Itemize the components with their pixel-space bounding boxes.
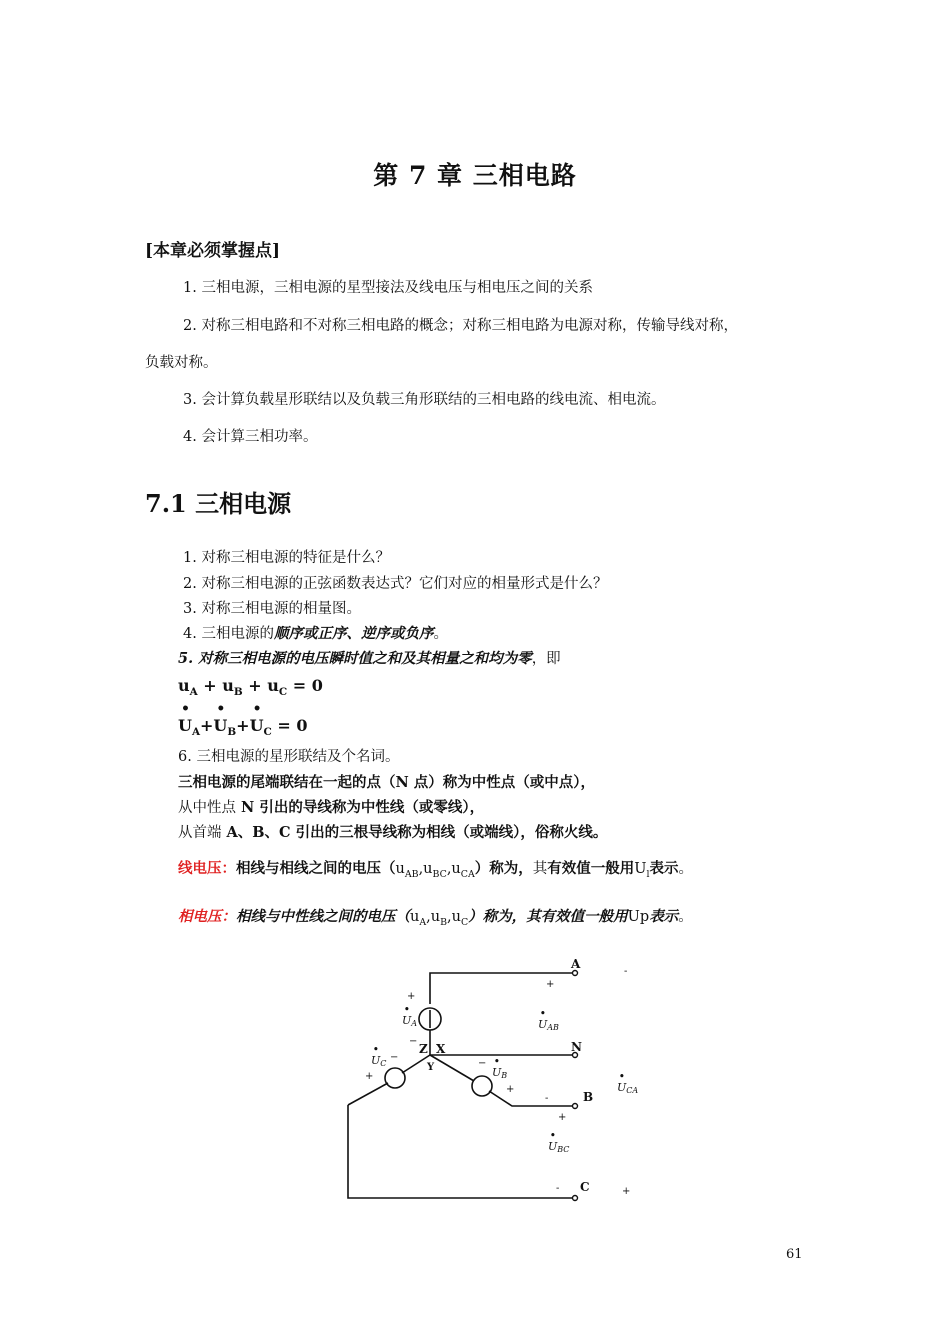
source-c <box>385 1068 405 1088</box>
wire-c <box>348 1105 572 1198</box>
source-b <box>472 1076 492 1096</box>
svg-text:•: • <box>550 1131 556 1141</box>
terminal-a-dot <box>573 971 578 976</box>
phase-voltage-label: 相电压： <box>178 908 236 925</box>
terminal-a-label: A <box>571 957 581 971</box>
equation-phasor-sum: • $U_A+$ • $U_B+$ • $U_C = 0$ <box>178 701 308 739</box>
must-master-heading: [本章必须掌握点] <box>145 241 281 261</box>
definition-neutral-point: 三相电源的尾端联结在一起的点（N 点）称为中性点（或中点）， <box>178 774 596 791</box>
svg-text:−: − <box>409 1036 418 1047</box>
question-5 <box>178 647 561 668</box>
chapter-title: 第 7 章 三相电路 <box>373 161 577 190</box>
phasor-ua: • U <box>178 701 192 735</box>
sequence-terms: 顺序或正序、逆序或负序 <box>273 625 434 642</box>
must-master-item-2-cont: 负载对称。 <box>145 355 218 371</box>
phasor-ub: • U <box>213 701 228 735</box>
definition-neutral-line: 从中性点 N 引出的导线称为中性线（或零线）， <box>178 799 485 816</box>
question-4 <box>183 622 448 643</box>
question-1: 1. 对称三相电源的特征是什么？ <box>183 550 390 566</box>
svg-text:•: • <box>619 1072 625 1082</box>
question-2: 2. 对称三相电源的正弦函数表达式？它们对应的相量形式是什么？ <box>183 576 608 592</box>
terminal-b-dot <box>573 1104 578 1109</box>
must-master-item-2: 2. 对称三相电路和不对称三相电路的概念；对称三相电路为电源对称，传输导线对称， <box>183 318 738 334</box>
must-master-item-1: 1. 三相电源，三相电源的星型接法及线电压与相电压之间的关系 <box>183 280 593 296</box>
phase-voltage-definition: 相电压：相线与中性线之间的电压$(u_A,u_B,u_C)$称为，其有效值一般用Up表示。 <box>178 908 693 928</box>
uab-label: UAB <box>538 1018 559 1032</box>
page-number: 61 <box>786 1247 803 1262</box>
svg-text:-: - <box>556 1183 560 1194</box>
svg-text:-: - <box>545 1093 549 1104</box>
line-voltage-label: 线电压： <box>178 860 236 877</box>
node-x: X <box>436 1042 446 1056</box>
svg-text:+: + <box>407 991 416 1002</box>
question-4-suffix: 。 <box>433 626 448 642</box>
question-6: 6. 三相电源的星形联结及个名词。 <box>178 749 400 765</box>
ub-label: UB <box>492 1066 508 1080</box>
svg-text:•: • <box>404 1005 410 1015</box>
svg-text:−: − <box>478 1058 487 1069</box>
question-5-emph: 5. 对称三相电源的电压瞬时值之和及其相量之和均为零 <box>178 650 532 667</box>
wire-b <box>489 1091 572 1106</box>
svg-text:+: + <box>622 1186 631 1197</box>
star-connection-diagram <box>330 950 660 1210</box>
terminal-c-dot <box>573 1196 578 1201</box>
ubc-label: UBC <box>548 1140 570 1154</box>
svg-text:•: • <box>540 1009 546 1019</box>
question-5-suffix: ，即 <box>531 651 561 667</box>
ua-label: UA <box>402 1014 418 1028</box>
svg-text:•: • <box>373 1045 379 1055</box>
definition-phase-line: 从首端 A、B、C 引出的三根导线称为相线（或端线），俗称火线。 <box>178 824 608 841</box>
svg-text:-: - <box>624 966 628 977</box>
must-master-item-4: 4. 会计算三相功率。 <box>183 429 318 445</box>
svg-text:−: − <box>390 1052 399 1063</box>
question-4-prefix: 4. 三相电源的 <box>183 626 274 642</box>
svg-text:+: + <box>546 979 555 990</box>
node-y: Y <box>427 1062 435 1073</box>
section-heading: 7.1 三相电源 <box>145 489 292 518</box>
svg-text:+: + <box>558 1112 567 1123</box>
phasor-uc: • U <box>249 701 264 735</box>
question-3: 3. 对称三相电源的相量图。 <box>183 601 361 617</box>
node-z: Z <box>419 1042 428 1056</box>
must-master-item-3: 3. 会计算负载星形联结以及负载三角形联结的三相电路的线电流、相电流。 <box>183 392 666 408</box>
svg-text:•: • <box>494 1057 500 1067</box>
uc-label: UC <box>371 1054 387 1068</box>
line-voltage-definition: 线电压：相线与相线之间的电压$(u_{AB},u_{BC},u_{CA})$称为，其有效值一般用$U_l$表示。 <box>178 860 694 880</box>
uca-label: UCA <box>617 1081 639 1095</box>
svg-text:+: + <box>506 1084 515 1095</box>
equation-instant-sum: $u_A + u_B + u_C = 0$ <box>178 676 323 699</box>
terminal-b-label: B <box>583 1090 594 1104</box>
terminal-c-label: C <box>580 1180 590 1194</box>
terminal-n-label: N <box>571 1040 582 1054</box>
svg-text:+: + <box>365 1071 374 1082</box>
